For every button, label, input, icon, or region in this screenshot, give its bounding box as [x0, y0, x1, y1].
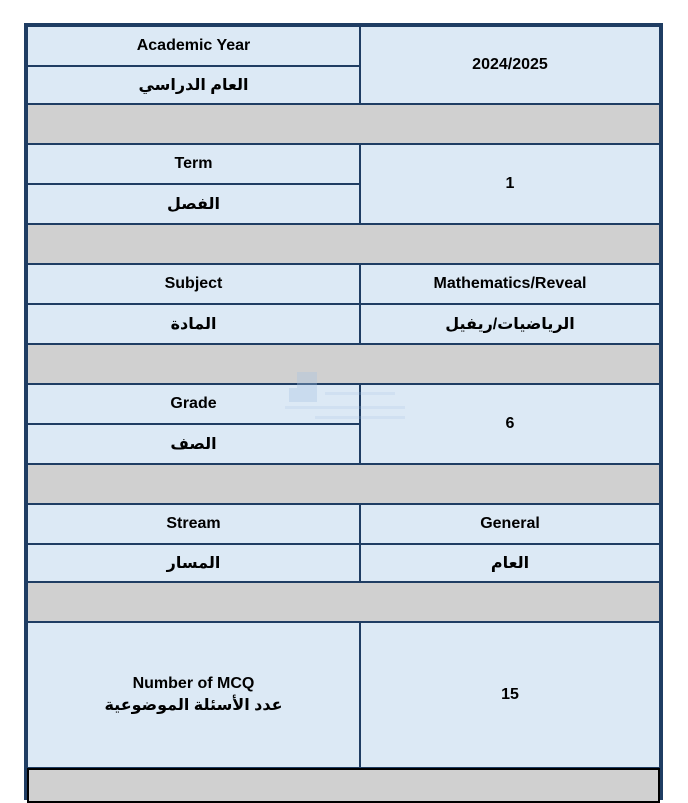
separator-row — [27, 344, 660, 384]
subject-label-en-text: Subject — [164, 275, 223, 292]
subject-label-en — [27, 264, 360, 304]
stream-value-en-text: General — [480, 515, 540, 532]
stream-label-en-text: Stream — [166, 515, 221, 532]
academic-year-value-text: 2024/2025 — [472, 56, 548, 73]
term-value — [360, 144, 660, 224]
academic-year-label-en-text: Academic Year — [136, 37, 251, 54]
mcq-value-text: 15 — [501, 686, 519, 703]
stream-label-en — [27, 504, 360, 544]
separator-row — [27, 224, 660, 264]
stream-value-ar — [360, 544, 660, 582]
academic-year-label-en — [27, 26, 360, 66]
academic-year-label-ar-text: العام الدراسي — [138, 77, 249, 94]
grade-value-text: 6 — [505, 415, 515, 432]
academic-year-value — [360, 26, 660, 104]
stream-label-ar — [27, 544, 360, 582]
grade-label-en-text: Grade — [170, 395, 217, 412]
separator-row — [27, 104, 660, 144]
subject-label-ar — [27, 304, 360, 344]
term-label-ar-text: الفصل — [166, 196, 221, 213]
stream-value-en — [360, 504, 660, 544]
term-label-en-text: Term — [174, 155, 213, 172]
subject-value-en-text: Mathematics/Reveal — [433, 275, 587, 292]
subject-value-en — [360, 264, 660, 304]
grade-label-en — [27, 384, 360, 424]
subject-value-ar-text: الرياضيات/ريفيل — [445, 316, 575, 333]
subject-value-ar — [360, 304, 660, 344]
separator-row — [27, 582, 660, 622]
mcq-label-ar-text: عدد الأسئلة الموضوعية — [104, 697, 283, 714]
term-label-ar — [27, 184, 360, 224]
subject-label-ar-text: المادة — [170, 316, 217, 333]
mcq-label-en-text: Number of MCQ — [132, 675, 255, 692]
stream-label-ar-text: المسار — [166, 555, 221, 572]
stream-value-ar-text: العام — [490, 555, 530, 572]
info-table — [24, 23, 663, 800]
academic-year-label-ar — [27, 66, 360, 104]
grade-label-ar-text: الصف — [170, 436, 217, 453]
separator-row — [27, 464, 660, 504]
term-value-text: 1 — [505, 175, 515, 192]
separator-row — [27, 768, 660, 803]
grade-label-ar — [27, 424, 360, 464]
term-label-en — [27, 144, 360, 184]
mcq-label-stack — [104, 673, 282, 717]
mcq-value — [360, 622, 660, 768]
mcq-label — [27, 622, 360, 768]
grade-value — [360, 384, 660, 464]
